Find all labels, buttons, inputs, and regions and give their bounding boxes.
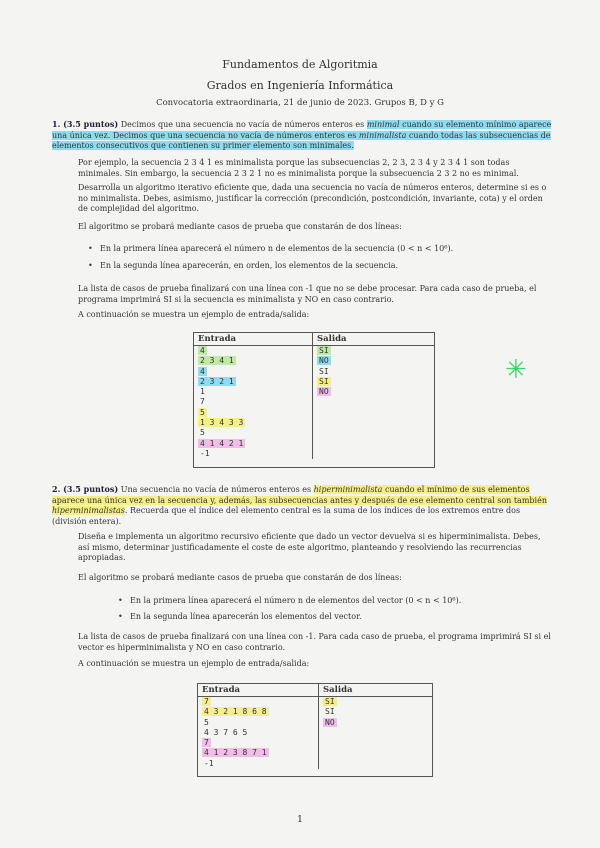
q2-input-line: 5: [204, 717, 209, 727]
q2-term-hiperminimalistas: hiperminimalistas: [52, 506, 125, 515]
q2-input-line: 7: [204, 697, 209, 706]
q1-input-line: 5: [200, 428, 205, 438]
q2-output-line: SI: [325, 707, 335, 717]
q2-term-hiperminimalista: hiperminimalista: [313, 485, 383, 494]
q1-end-text: La lista de casos de prueba finalizará con una línea con -1 que no se debe procesar. Para cada caso de prueba, el programa imprimirá SI si la secuencia es minimalista y NO en caso contrario.: [78, 284, 537, 304]
q2-input-line: 4 3 7 6 5: [204, 727, 248, 737]
q1-input-header: Entrada: [194, 333, 313, 346]
q1-input-line: 1 3 4 3 3: [200, 418, 244, 428]
q1-number: 1. (3.5 puntos): [52, 119, 119, 129]
q1-output-header: Salida: [313, 333, 435, 346]
q1-input-line: 1: [200, 387, 205, 397]
q1-output-line: NO: [319, 356, 329, 366]
q2-input-line: 7: [204, 738, 209, 748]
q1-task: Desarrolla un algoritmo iterativo eficiente que, dada una secuencia no vacía de números enteros, determine si es o no minimalista. Debes, asimismo, justificar la corrección (precondición, postcondición, invariante, cota) y el orden de complejidad del algoritmo.: [78, 183, 547, 213]
asterisk-doodle-icon: ✳: [505, 355, 527, 385]
exam-info: Convocatoria extraordinaria, 21 de junio de 2023. Grupos B, D y G: [156, 98, 444, 108]
q1-example-intro: A continuación se muestra un ejemplo de entrada/salida:: [78, 310, 310, 319]
page-number: 1: [297, 815, 303, 825]
q2-example-intro: A continuación se muestra un ejemplo de entrada/salida:: [78, 659, 310, 668]
q1-statement: 1. (3.5 puntos) Decimos que una secuencia no vacía de números enteros es minimal cuando su elemento mínimo aparece una única vez. Decimos que una secuencia no vacía de números enteros es minimalista cuando todas las subsecuencias de elementos consecutivos que contienen su primer elemento son minimales.: [52, 119, 552, 150]
q1-input-line: 4: [200, 366, 205, 376]
q2-test-intro: El algoritmo se probará mediante casos de prueba que constarán de dos líneas:: [78, 573, 402, 582]
q1-output-line: SI: [319, 366, 329, 376]
q1-bullet-1: • En la primera línea aparecerá el número n de elementos de la secuencia (0 < n < 10⁶).: [100, 244, 550, 255]
q1-input-line: 2 3 4 1: [200, 356, 234, 366]
q1-output-line: SI: [319, 376, 329, 386]
q1-input-line: 5: [200, 407, 205, 417]
q2-input-line: 4 3 2 1 8 6 8: [204, 707, 267, 717]
q1-test-intro: El algoritmo se probará mediante casos de prueba que constarán de dos líneas:: [78, 222, 402, 231]
q2-input-line: -1: [204, 758, 214, 768]
exam-title: Fundamentos de Algoritmia: [222, 58, 378, 71]
q2-bullet-2: • En la segunda línea aparecerán los elementos del vector.: [130, 612, 550, 623]
q1-output-line: NO: [319, 387, 329, 397]
q1-input-line: 2 3 2 1: [200, 376, 234, 386]
q2-end-text: La lista de casos de prueba finalizará con una línea con -1. Para cada caso de prueba, el programa imprimirá SI si el vector es hiperminimalista y NO en caso contrario.: [78, 632, 551, 652]
q1-bullet-2: • En la segunda línea aparecerán, en orden, los elementos de la secuencia.: [100, 261, 550, 272]
q2-input-line: 4 1 2 3 8 7 1: [204, 748, 267, 758]
q2-input-header: Entrada: [198, 684, 319, 697]
q2-bullet-1: • En la primera línea aparecerá el número n de elementos del vector (0 < n < 10⁶).: [130, 596, 550, 607]
q1-term-minimal: minimal: [366, 120, 400, 129]
q2-output-line: NO: [325, 717, 335, 727]
q1-input-line: 7: [200, 397, 205, 407]
q1-io-table: [194, 333, 434, 459]
q1-term-minimalista: minimalista: [358, 130, 407, 140]
q2-output-line: SI: [325, 697, 335, 706]
exam-subtitle: Grados en Ingeniería Informática: [206, 79, 394, 92]
q1-input-line: 4: [200, 346, 205, 355]
q2-output-header: Salida: [319, 684, 433, 697]
q1-input-line: -1: [200, 448, 210, 458]
q1-input-line: 4 1 4 2 1: [200, 438, 244, 448]
q2-statement: 2. (3.5 puntos) Una secuencia no vacía de números enteros es hiperminimalista cuando el mínimo de sus elementos aparece una única vez en la secuencia y, además, las subsecuencias antes y después de ese elemento central son también hiperminimalistas. Recuerda que el índice del elemento central es la suma de los índices de los extremos entre dos (división entera).: [52, 484, 547, 526]
q1-example: Por ejemplo, la secuencia 2 3 4 1 es minimalista porque las subsecuencias 2, 2 3, 2 3 4 y 2 3 4 1 son todas minimales. Sin embargo, la secuencia 2 3 2 1 no es minimalista porque la subsecuencia 2 3 2 no es minimal.: [78, 158, 519, 178]
q1-output-line: SI: [319, 346, 329, 355]
q2-task: Diseña e implementa un algoritmo recursivo eficiente que dado un vector devuelva si es hiperminimalista. Debes, así mismo, determinar justificadamente el coste de este algoritmo, planteando y resolviendo las recurrencias apropiadas.: [78, 532, 541, 562]
q2-number: 2. (3.5 puntos): [52, 484, 119, 494]
q2-io-table: [198, 684, 432, 769]
